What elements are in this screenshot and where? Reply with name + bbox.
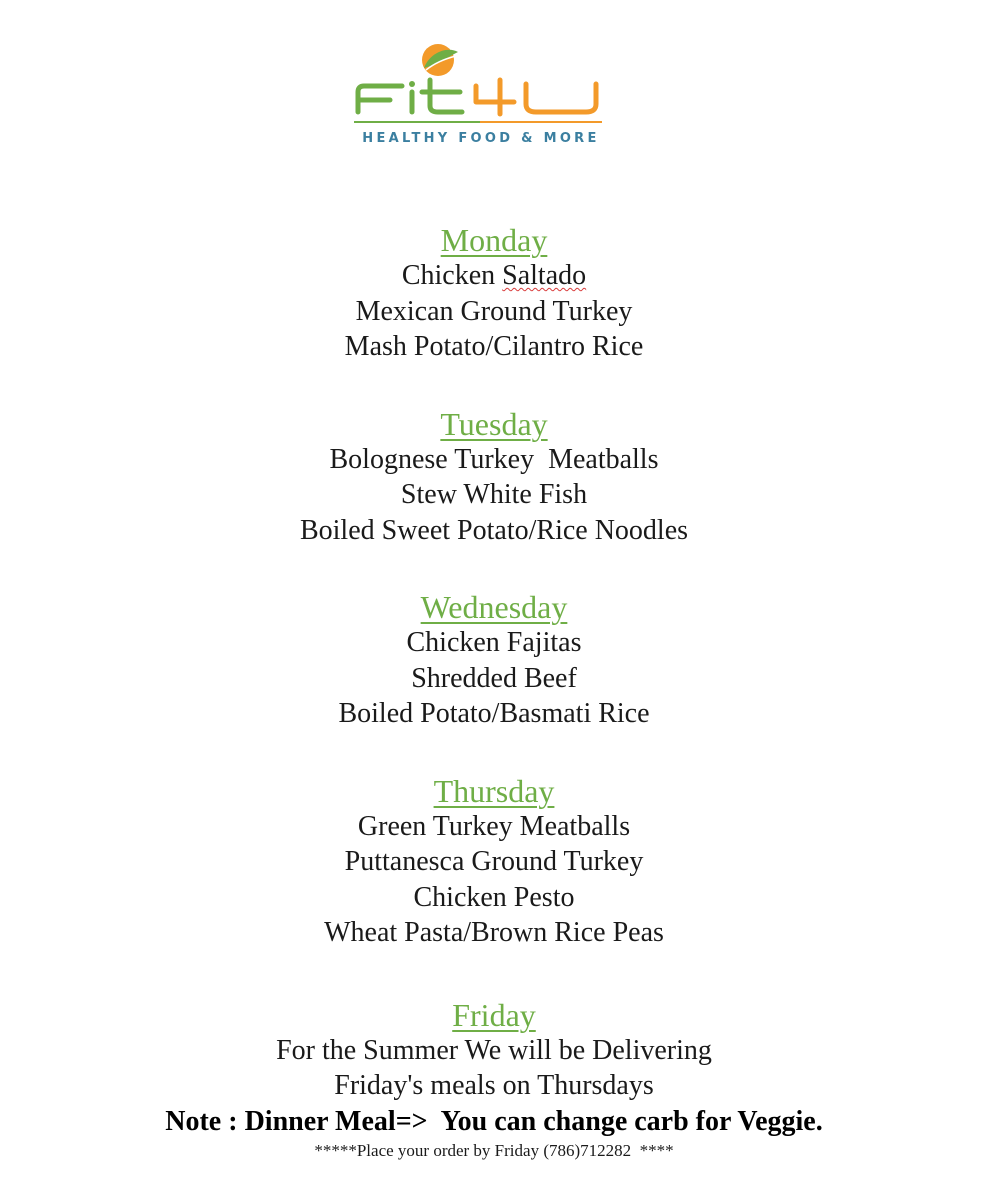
- section-spacer: [0, 548, 988, 585]
- menu-item: Boiled Sweet Potato/Rice Noodles: [299, 514, 689, 546]
- section-spacer: [0, 951, 988, 993]
- menu-item: For the Summer We will be Delivering: [276, 1034, 712, 1066]
- day-heading-wednesday: Wednesday: [420, 589, 568, 625]
- menu-item: Bolognese Turkey Meatballs: [329, 443, 659, 475]
- logo-tagline: HEALTHY FOOD & MORE: [362, 131, 600, 146]
- day-heading-friday: Friday: [452, 996, 536, 1033]
- tuesday-section: [0, 402, 988, 549]
- fit4u-logo: [350, 40, 612, 150]
- menu-item: Puttanesca Ground Turkey: [344, 846, 644, 877]
- menu-item: Mash Potato/Cilantro Rice: [344, 331, 644, 362]
- menu-item: Friday's meals on Thursdays: [334, 1070, 654, 1101]
- section-spacer: [0, 732, 988, 769]
- order-footer: *****Place your order by Friday (786)712282 ****: [314, 1140, 674, 1160]
- section-spacer: [0, 365, 988, 402]
- day-heading-thursday: Thursday: [433, 772, 555, 809]
- friday-section: [0, 993, 988, 1104]
- thursday-section: [0, 769, 988, 951]
- monday-section: [0, 218, 988, 365]
- spellcheck-underlined-word: Saltado: [502, 260, 587, 291]
- menu-item: Shredded Beef: [411, 662, 577, 694]
- menu-item: Chicken Fajitas: [406, 627, 582, 658]
- dinner-note: Note : Dinner Meal=> You can change carb for Veggie.: [165, 1105, 823, 1137]
- menu-item: Wheat Pasta/Brown Rice Peas: [324, 917, 664, 948]
- day-heading-tuesday: Tuesday: [440, 405, 548, 442]
- day-heading-monday: Monday: [440, 222, 548, 258]
- menu-item: Stew White Fish: [400, 479, 588, 510]
- menu-item: Mexican Ground Turkey: [355, 295, 633, 327]
- menu-item: Green Turkey Meatballs: [357, 810, 631, 842]
- wednesday-section: [0, 585, 988, 732]
- menu-item: Chicken Pesto: [413, 881, 575, 913]
- fit4u-logo-graphic: [350, 40, 612, 150]
- menu-item: Chicken Saltado: [401, 260, 587, 291]
- menu-item: Boiled Potato/Basmati Rice: [338, 698, 650, 729]
- weekly-menu: [0, 218, 988, 1162]
